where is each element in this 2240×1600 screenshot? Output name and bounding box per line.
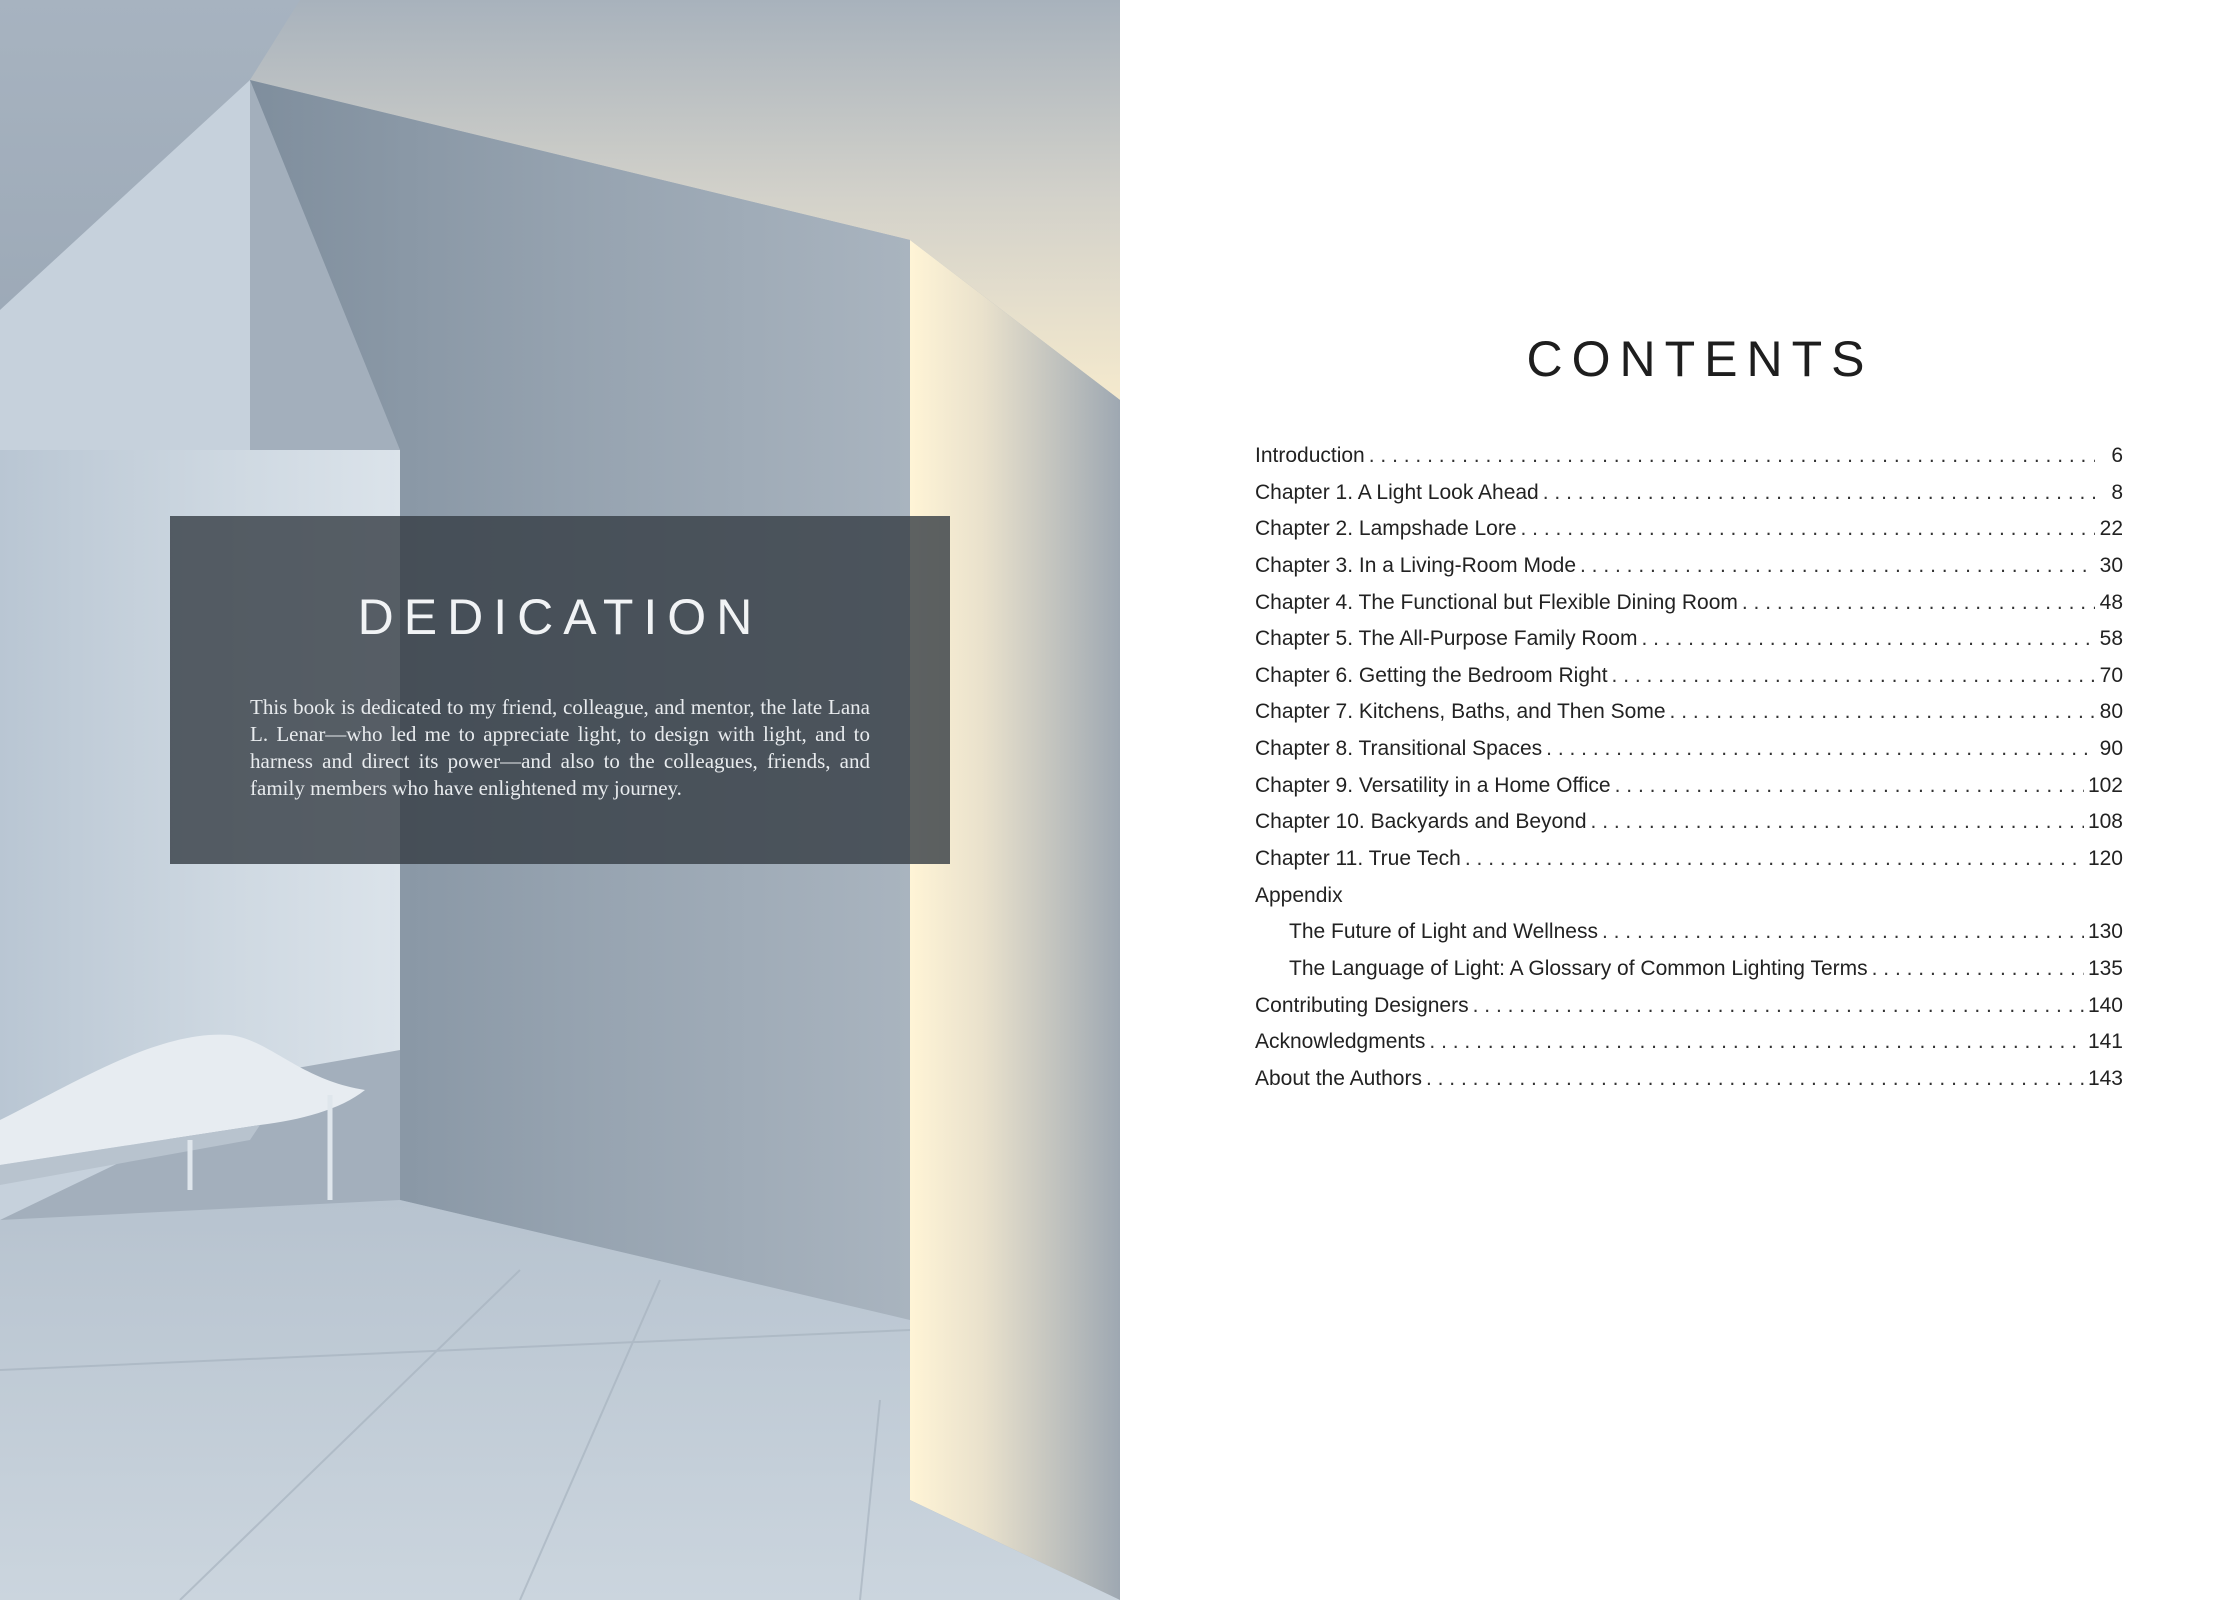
toc-entry [1255, 664, 2123, 701]
toc-entry-label: Chapter 11. True Tech [1255, 847, 1461, 871]
toc-entry-page: 108 [2087, 810, 2123, 834]
toc-leader-dots [1426, 1067, 2084, 1091]
toc-entry [1255, 554, 2123, 591]
toc-entry-page: 22 [2099, 517, 2123, 541]
toc-entry-label: Chapter 2. Lampshade Lore [1255, 517, 1517, 541]
toc-entry-label: Chapter 9. Versatility in a Home Office [1255, 773, 1611, 797]
toc-entry [1255, 994, 2123, 1031]
toc-entry [1255, 1030, 2123, 1067]
toc-entry-page: 90 [2099, 737, 2123, 761]
contents-title: CONTENTS [1526, 331, 1874, 387]
toc-entry-page: 70 [2099, 663, 2123, 687]
contents-page [1120, 0, 2240, 1600]
toc-entry-page: 58 [2099, 627, 2123, 651]
toc-leader-dots [1465, 847, 2084, 871]
toc-entry-label: Chapter 6. Getting the Bedroom Right [1255, 663, 1608, 687]
toc-entry-label: Chapter 3. In a Living-Room Mode [1255, 553, 1576, 577]
dedication-overlay [170, 516, 950, 864]
toc-entry-label: Chapter 8. Transitional Spaces [1255, 737, 1543, 761]
toc-leader-dots [1641, 627, 2095, 651]
toc-entry [1255, 700, 2123, 737]
table-of-contents [1255, 444, 2123, 1104]
toc-leader-dots [1473, 994, 2084, 1018]
dedication-text: This book is dedicated to my friend, colleague, and mentor, the late Lana L. Lenar—who led me to appreciate light, to design with light, and to harness and direct its power—and also to the colleagues, friends, and family members who have enlightened my journey. [250, 695, 870, 800]
toc-entry-page: 140 [2087, 993, 2123, 1017]
toc-leader-dots [1580, 554, 2095, 578]
toc-entry-page: 130 [2087, 920, 2123, 944]
toc-entry-label: Introduction [1255, 444, 1365, 467]
toc-entry [1255, 591, 2123, 628]
toc-entry [1255, 774, 2123, 811]
toc-entry-label: About the Authors [1255, 1066, 1422, 1090]
toc-entry-label: Chapter 1. A Light Look Ahead [1255, 480, 1539, 504]
toc-entry [1255, 810, 2123, 847]
toc-leader-dots [1670, 700, 2095, 724]
toc-leader-dots [1872, 957, 2084, 981]
toc-leader-dots [1546, 737, 2095, 761]
toc-section-heading [1255, 884, 2123, 921]
toc-entry [1255, 957, 2123, 994]
toc-entry-page: 141 [2087, 1030, 2123, 1054]
toc-leader-dots [1521, 517, 2095, 541]
toc-entry [1255, 444, 2123, 481]
toc-entry-label: Chapter 4. The Functional but Flexible Dining Room [1255, 590, 1738, 614]
toc-entry-label: The Language of Light: A Glossary of Common Lighting Terms [1289, 956, 1868, 980]
toc-leader-dots [1591, 810, 2084, 834]
toc-entry-label: Appendix [1255, 883, 1343, 907]
toc-entry-page: 102 [2087, 773, 2123, 797]
toc-entry [1255, 517, 2123, 554]
toc-leader-dots [1612, 664, 2095, 688]
toc-entry-page: 48 [2099, 590, 2123, 614]
toc-leader-dots [1602, 920, 2084, 944]
toc-leader-dots [1615, 774, 2084, 798]
toc-entry [1255, 737, 2123, 774]
toc-entry [1255, 481, 2123, 518]
toc-entry-label: Contributing Designers [1255, 993, 1469, 1017]
toc-entry [1255, 1067, 2123, 1104]
toc-entry-page: 120 [2087, 847, 2123, 871]
toc-entry [1255, 627, 2123, 664]
toc-entry [1255, 847, 2123, 884]
toc-entry-label: The Future of Light and Wellness [1289, 920, 1598, 944]
toc-leader-dots [1742, 591, 2095, 615]
toc-leader-dots [1543, 481, 2095, 505]
toc-entry-page: 30 [2099, 553, 2123, 577]
toc-entry-label: Chapter 10. Backyards and Beyond [1255, 810, 1587, 834]
toc-entry-page: 8 [2111, 480, 2123, 504]
toc-entry-page: 80 [2099, 700, 2123, 724]
dedication-title: DEDICATION [357, 589, 763, 645]
toc-entry-page: 6 [2111, 444, 2123, 467]
toc-entry-label: Chapter 7. Kitchens, Baths, and Then Some [1255, 700, 1666, 724]
toc-entry-label: Chapter 5. The All-Purpose Family Room [1255, 627, 1638, 651]
toc-leader-dots [1369, 444, 2095, 468]
toc-leader-dots [1429, 1030, 2084, 1054]
toc-entry [1255, 920, 2123, 957]
toc-entry-page: 135 [2087, 956, 2123, 980]
toc-entry-page: 143 [2087, 1066, 2123, 1090]
toc-entry-label: Acknowledgments [1255, 1030, 1426, 1054]
